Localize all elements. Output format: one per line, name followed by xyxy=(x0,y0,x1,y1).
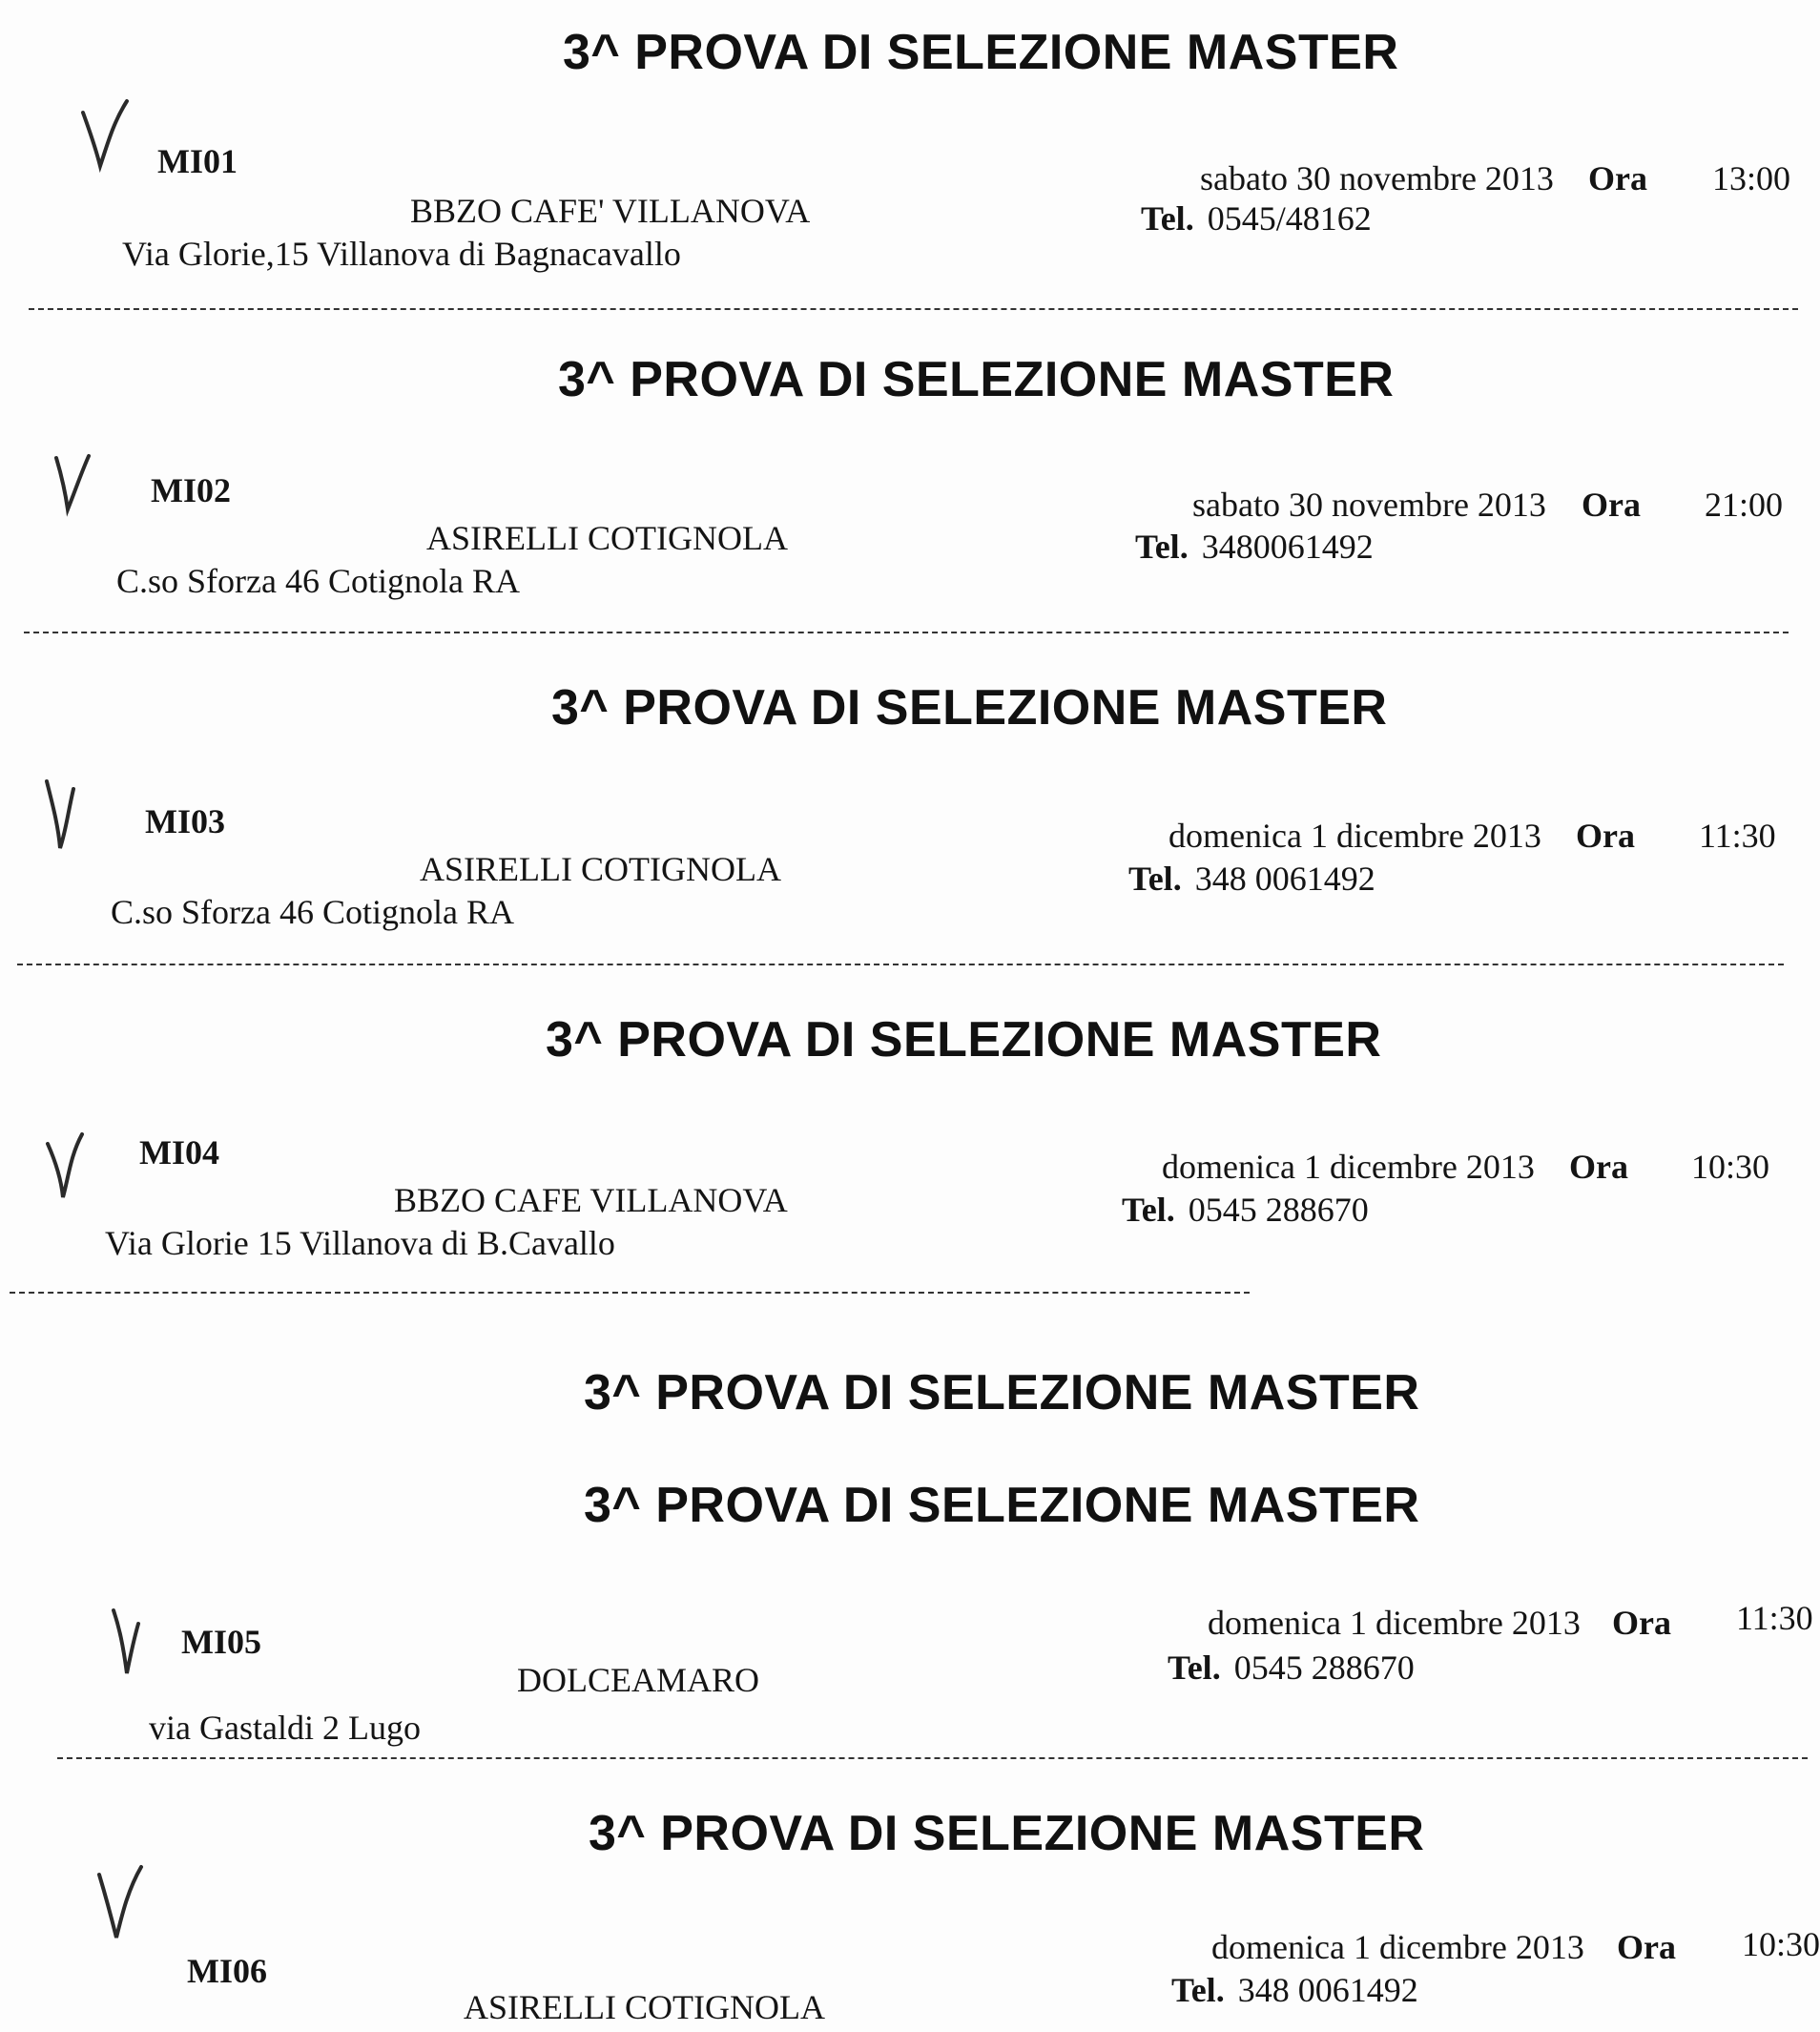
entry-heading: 3^ PROVA DI SELEZIONE MASTER xyxy=(584,1365,1420,1420)
venue-name: BBZO CAFE VILLANOVA xyxy=(394,1181,788,1219)
handwritten-check-mark xyxy=(81,95,138,172)
venue-name: ASIRELLI COTIGNOLA xyxy=(426,519,788,557)
event-date: domenica 1 dicembre 2013 xyxy=(1162,1148,1535,1186)
dashed-separator xyxy=(57,1757,1808,1759)
event-time: 11:30 xyxy=(1699,817,1776,855)
event-time: 13:00 xyxy=(1712,159,1791,197)
handwritten-check-mark xyxy=(110,1603,167,1679)
venue-name: DOLCEAMARO xyxy=(517,1661,760,1699)
handwritten-check-mark xyxy=(46,1130,103,1207)
entry-heading: 3^ PROVA DI SELEZIONE MASTER xyxy=(589,1806,1425,1861)
phone-number: 348 0061492 xyxy=(1194,860,1375,898)
entry-code: MI01 xyxy=(157,142,238,180)
phone-number: 0545/48162 xyxy=(1207,199,1372,238)
handwritten-check-mark xyxy=(52,448,110,525)
dashed-separator xyxy=(24,632,1789,633)
ora-label: Ora xyxy=(1588,159,1647,197)
venue-address: C.so Sforza 46 Cotignola RA xyxy=(111,893,514,931)
event-date: domenica 1 dicembre 2013 xyxy=(1169,817,1541,855)
event-date: domenica 1 dicembre 2013 xyxy=(1208,1604,1581,1642)
tel-label: Tel. xyxy=(1135,528,1189,566)
phone-number: 3480061492 xyxy=(1201,528,1374,566)
tel-label: Tel. xyxy=(1171,1971,1225,2009)
ora-label: Ora xyxy=(1612,1604,1671,1642)
venue-name: ASIRELLI COTIGNOLA xyxy=(420,850,781,888)
phone-line xyxy=(1122,1190,1369,1230)
entry-heading: 3^ PROVA DI SELEZIONE MASTER xyxy=(546,1012,1382,1068)
phone-number: 0545 288670 xyxy=(1233,1648,1415,1687)
venue-name: ASIRELLI COTIGNOLA xyxy=(464,1988,825,2026)
tel-label: Tel. xyxy=(1168,1648,1221,1687)
phone-line xyxy=(1171,1970,1418,2010)
tel-label: Tel. xyxy=(1128,860,1182,898)
entry-code: MI06 xyxy=(187,1952,267,1990)
event-time: 10:30 xyxy=(1742,1925,1820,1963)
entry-code: MI04 xyxy=(139,1133,219,1172)
venue-name: BBZO CAFE' VILLANOVA xyxy=(410,192,811,230)
phone-line xyxy=(1128,859,1375,899)
phone-number: 348 0061492 xyxy=(1237,1971,1418,2009)
entry-code: MI03 xyxy=(145,802,225,840)
ora-label: Ora xyxy=(1582,486,1641,524)
event-date: sabato 30 novembre 2013 xyxy=(1200,159,1554,197)
phone-line xyxy=(1141,198,1372,238)
venue-address: Via Glorie 15 Villanova di B.Cavallo xyxy=(105,1224,615,1262)
ora-label: Ora xyxy=(1617,1928,1676,1966)
dashed-separator xyxy=(17,964,1784,965)
event-time: 21:00 xyxy=(1705,486,1784,524)
venue-address: Via Glorie,15 Villanova di Bagnacavallo xyxy=(122,235,681,273)
entry-heading: 3^ PROVA DI SELEZIONE MASTER xyxy=(551,680,1388,736)
venue-address: via Gastaldi 2 Lugo xyxy=(149,1709,421,1747)
entry-code: MI02 xyxy=(151,471,231,509)
handwritten-check-mark xyxy=(95,1865,153,1941)
phone-line xyxy=(1168,1648,1415,1688)
tel-label: Tel. xyxy=(1141,199,1194,238)
entry-heading: 3^ PROVA DI SELEZIONE MASTER xyxy=(558,352,1395,407)
handwritten-check-mark xyxy=(43,778,100,854)
event-date: domenica 1 dicembre 2013 xyxy=(1211,1928,1584,1966)
dashed-separator xyxy=(10,1292,1250,1294)
ora-label: Ora xyxy=(1576,817,1635,855)
ora-label: Ora xyxy=(1569,1148,1628,1186)
event-time: 11:30 xyxy=(1736,1599,1813,1637)
entry-heading: 3^ PROVA DI SELEZIONE MASTER xyxy=(563,25,1399,80)
entry-code: MI05 xyxy=(181,1623,261,1661)
event-time: 10:30 xyxy=(1691,1148,1770,1186)
phone-line xyxy=(1135,527,1374,567)
entry-heading: 3^ PROVA DI SELEZIONE MASTER xyxy=(584,1478,1420,1533)
phone-number: 0545 288670 xyxy=(1188,1191,1369,1229)
event-date: sabato 30 novembre 2013 xyxy=(1192,486,1546,524)
venue-address: C.so Sforza 46 Cotignola RA xyxy=(116,562,520,600)
dashed-separator xyxy=(29,308,1798,310)
tel-label: Tel. xyxy=(1122,1191,1175,1229)
